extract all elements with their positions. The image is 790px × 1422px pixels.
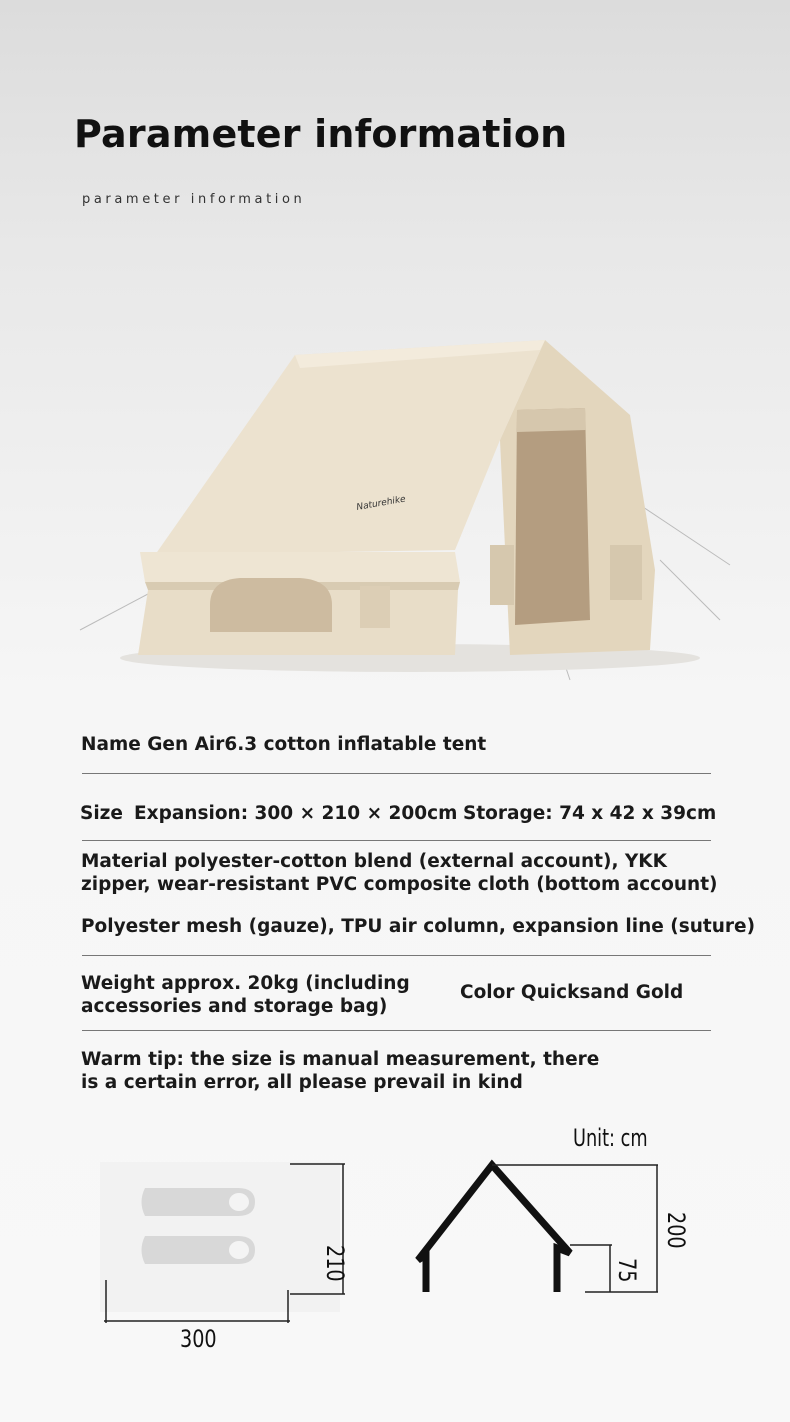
spec-name: Name Gen Air6.3 cotton inflatable tent (81, 734, 487, 755)
unit-label: Unit: cm (573, 1124, 648, 1152)
spec-storage: Storage: 74 x 42 x 39cm (463, 803, 717, 824)
spec-expansion: Expansion: 300 × 210 × 200cm (134, 803, 458, 824)
warm-tip-line-1: Warm tip: the size is manual measurement, there (81, 1049, 600, 1070)
floor-length-label: 300 (180, 1325, 217, 1353)
divider (82, 955, 711, 956)
spec-material-line-3: Polyester mesh (gauze), TPU air column, expansion line (suture) (81, 916, 756, 937)
divider (82, 773, 711, 774)
brand-logo: Naturehike (355, 494, 407, 513)
spec-weight-line-2: accessories and storage bag) (81, 996, 388, 1017)
spec-color: Color Quicksand Gold (460, 982, 684, 1003)
dimension-diagram (0, 1140, 790, 1422)
wall-height-label: 75 (613, 1258, 641, 1283)
warm-tip-line-2: is a certain error, all please prevail in kind (81, 1072, 523, 1093)
page-subtitle: parameter information (82, 192, 306, 207)
tent-product-image (70, 320, 750, 700)
spec-material-line-2: zipper, wear-resistant PVC composite cloth (bottom account) (81, 874, 718, 895)
height-label: 200 (662, 1212, 690, 1249)
divider (82, 1030, 711, 1031)
floor-plan (100, 1162, 345, 1323)
floor-width-label: 210 (321, 1245, 349, 1282)
page-title: Parameter information (74, 112, 568, 156)
spec-size-label: Size (80, 803, 123, 824)
spec-weight-line-1: Weight approx. 20kg (including (81, 973, 410, 994)
spec-material-line-1: Material polyester-cotton blend (external account), YKK (81, 851, 667, 872)
divider (82, 840, 711, 841)
